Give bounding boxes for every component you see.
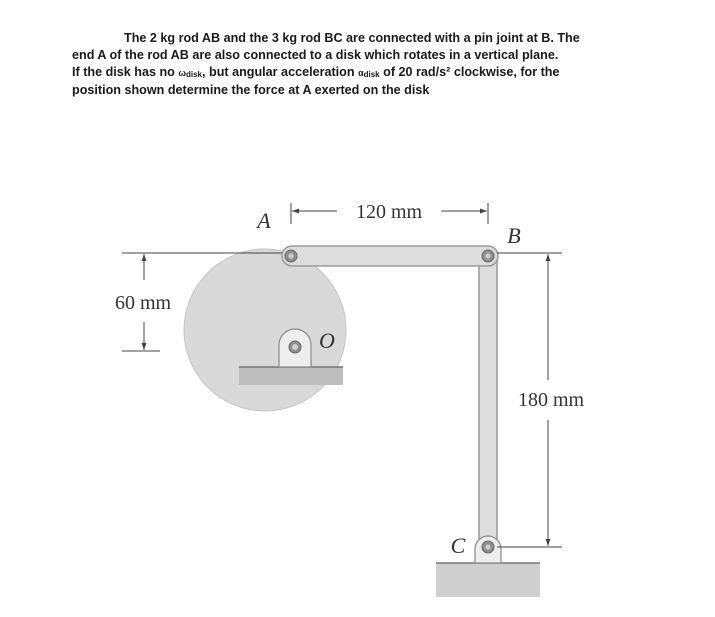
disk-support-base: [239, 367, 343, 385]
dim-bc-label: 180 mm: [517, 389, 585, 411]
omega-symbol: ω: [178, 68, 186, 78]
pin-c-center: [485, 544, 490, 549]
pin-a-center: [288, 253, 293, 258]
alpha-subscript: disk: [363, 70, 380, 79]
problem-line-3-start: If the disk has no: [72, 65, 179, 79]
alpha-symbol: α: [358, 68, 364, 78]
problem-line-1: The 2 kg rod AB and the 3 kg rod BC are connected with a pin joint at B. The: [124, 31, 580, 45]
problem-line-3-middle: , but angular acceleration: [202, 65, 359, 79]
problem-line-3-end: of 20 rad/s² clockwise, for the: [379, 65, 560, 79]
pin-o-center: [292, 344, 298, 350]
label-a: A: [257, 208, 271, 233]
dim-ab-label: 120 mm: [355, 201, 423, 223]
omega-subscript: disk: [185, 70, 202, 79]
label-o: O: [319, 328, 335, 353]
label-b: B: [507, 223, 521, 248]
problem-line-4: position shown determine the force at A exerted on the disk: [72, 83, 430, 97]
problem-line-2: end A of the rod AB are also connected to a disk which rotates in a vertical plane.: [72, 48, 559, 62]
rod-ab: [282, 246, 498, 266]
pin-b-center: [485, 253, 490, 258]
ground-c: [436, 563, 540, 597]
rod-bc: [479, 252, 497, 550]
label-c: C: [450, 533, 466, 558]
dim-disk-label: 60 mm: [114, 292, 172, 314]
